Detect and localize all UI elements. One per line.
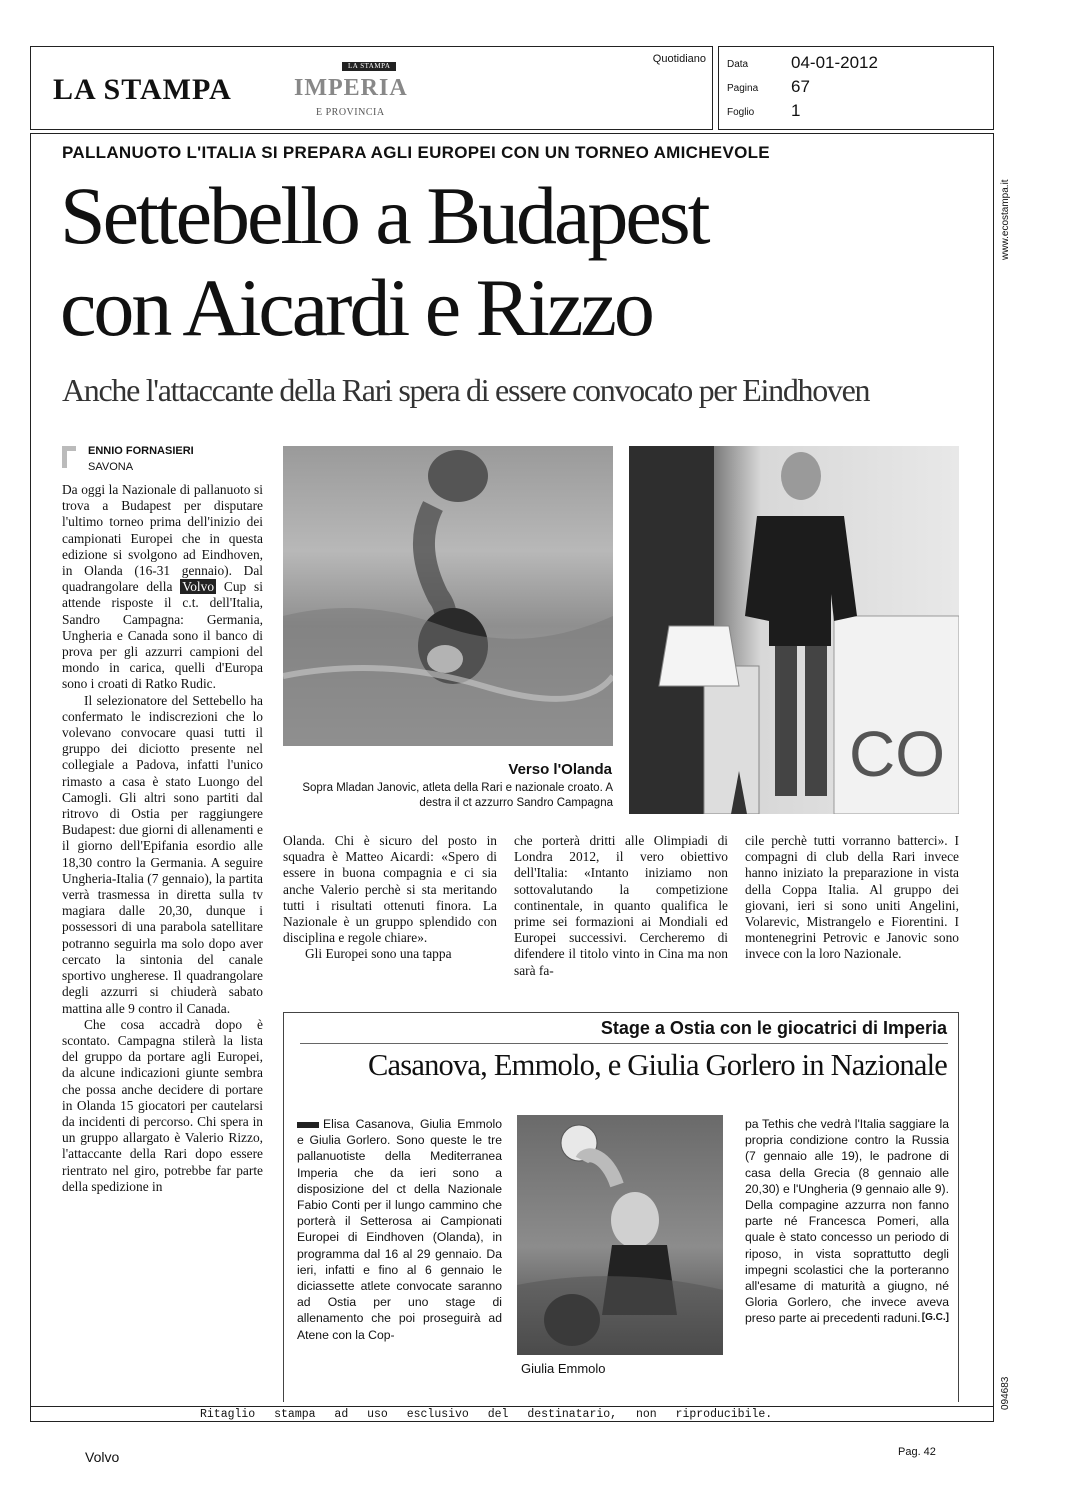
side-code: 094683 xyxy=(1000,1376,1011,1410)
copyright-note: Ritaglio stampa ad uso esclusivo del destinatario, non riproducibile. xyxy=(30,1406,994,1422)
meta-label: Pagina xyxy=(727,83,759,94)
article-subhead: Anche l'attaccante della Rari spera di essere convocato per Eindhoven xyxy=(62,372,870,408)
paragraph: Il selezionatore del Settebello ha confermato le indiscrezioni che lo volevano convocare quasi tutti il gruppo dei diciotto presente nel collegiale a Padova, infatti l'unico rimasto a casa è stato Luongo del Camogli. Gli altri sono partiti dal ritrovo di Ostia per raggiungere Budapest: due giorni di allenamenti e il giorno dell'Epifania esordio alle 18,30 contro la Germania. A seguire Ungheria-Italia (7 gennaio), la partita verrà trasmessa in diretta sulla tv magiara dalle 20,30, dunque i possessori di una parabola satellitare potranno seguirla ma solo dopo aver cercato la sintonia del canale sportivo ungherese. Il quadrangolare degli azzurri si chiuderà sabato mattina alle 9 contro il Canada. xyxy=(62,692,263,1016)
photo-campagna xyxy=(629,446,959,814)
waterpolo-player-illustration xyxy=(283,446,613,746)
byline-mark-icon xyxy=(62,446,76,468)
photo-janovic xyxy=(283,446,613,746)
headline-line-2: con Aicardi e Rizzo xyxy=(60,262,652,353)
photo-emmolo xyxy=(517,1115,723,1355)
meta-value: 04-01-2012 xyxy=(791,53,878,72)
inset-divider xyxy=(300,1043,948,1044)
edition-mini-logo: LA STAMPA xyxy=(342,62,396,71)
article-column-3 xyxy=(514,833,728,979)
photo-caption-text: Sopra Mladan Janovic, atleta della Rari e nazionale croato. A destra il ct azzurro Sandro Campagna xyxy=(302,782,613,809)
meta-label: Foglio xyxy=(727,107,755,118)
inset-column-2 xyxy=(745,1116,949,1327)
meta-box xyxy=(718,46,994,130)
paragraph-text: Da oggi la Nazionale di pallanuoto si trova a Budapest per disputare l'ultimo torneo prima dell'inizio dei campionati Europei che in questa edizione si svolgono ad Eindhoven, in Olanda (16-31 gennaio). Dal quadrangolare della xyxy=(62,482,263,595)
paragraph: cile perchè tutti vorranno batterci». I compagni di club della Rari invece hanno iniziato la preparazione in vista della Coppa Italia. Al gruppo dei giovani, ieri si sono uniti Angelini, Volarevic, Mistrangelo e Fiorentini. I montenegrini Petrovic e Janovic sono invece con la loro Nazionale. xyxy=(745,833,959,962)
article-kicker: PALLANUOTO L'ITALIA SI PREPARA AGLI EUROPEI CON UN TORNEO AMICHEVOLE xyxy=(62,143,770,162)
footer-brand: Volvo xyxy=(85,1449,120,1465)
paragraph: Olanda. Chi è sicuro del posto in squadra è Matteo Aicardi: «Spero di essere in buona compagnia e ci sia anche Valerio perchè si sta meritando tutti i risultati ottenuti finora. La Nazionale è un gruppo splendido con disciplina e regole chiare». xyxy=(283,833,497,946)
meta-label: Data xyxy=(727,59,749,70)
inset-photo-caption: Giulia Emmolo xyxy=(521,1361,606,1376)
lead-square-icon xyxy=(297,1122,319,1128)
paragraph-text: Cup si attende risposte il c.t. dell'Italia, Sandro Campagna: Germania, Ungheria e Canada sono il banco di prova per gli azzurri campioni del mondo in carica, quelli d'Europa sono i croati di Ratko Rudic. xyxy=(62,579,263,692)
article-column-4 xyxy=(745,833,959,963)
paragraph: Gli Europei sono una tappa xyxy=(305,946,452,962)
paragraph xyxy=(62,482,263,693)
masthead-box xyxy=(30,46,713,130)
publication-type: Quotidiano xyxy=(652,53,706,65)
edition-name: IMPERIA xyxy=(294,75,408,101)
inset-column-1 xyxy=(297,1116,502,1343)
paragraph: Che cosa accadrà dopo è scontato. Campagna stilerà la lista del gruppo da portare agli Europei, da alcune indicazioni giunte sembra che possa anche decidere di portare in Olanda 15 giocatori per cautelarsi da incidenti di percorso. Chi spera in un gruppo allargato è Valerio Rizzo, l'attaccante della Rari dopo essere rientrato nel giro, potrebbe far parte della spedizione in xyxy=(62,1016,263,1194)
inset-headline: Casanova, Emmolo, e Giulia Gorlero in Nazionale xyxy=(368,1048,947,1082)
paragraph: che porterà dritti alle Olimpiadi di Londra 2012, il vero obiettivo dell'Italia: «Intanto iniziamo non sottovalutando la competizione continentale, in quanto qualifica le prime sei formazioni ai Mondiali ed Europei successivi. Cercheremo di difendere il titolo vinto in Cina ma non sarà fa- xyxy=(514,833,728,978)
coach-illustration xyxy=(629,446,959,814)
article-headline xyxy=(60,170,960,354)
article-column-2 xyxy=(283,833,497,963)
article-column-1 xyxy=(62,482,263,1195)
headline-line-1: Settebello a Budapest xyxy=(60,170,708,261)
byline-city: SAVONA xyxy=(88,461,134,473)
meta-value: 1 xyxy=(791,101,801,120)
paragraph-text: pa Tethis che vedrà l'Italia saggiare la propria condizione contro la Russia (7 gennaio alle 19), le padrone di casa della Grecia (8 gennaio alle 20,30) e l'Ungheria (9 gennaio alle 9). Della compagine azzurra non fanno parte né Francesca Pomeri, alla quale è stato concesso un periodo di riposo, in vista soprattutto degli impegni scolastici che la porteranno all'esame di maturità a giugno, né Gloria Gorlero, che invece aveva preso parte ai precedenti raduni. xyxy=(745,1117,949,1326)
female-player-illustration xyxy=(517,1115,723,1355)
inset-signature: [G.C.] xyxy=(921,1312,949,1324)
paragraph-text: Elisa Casanova, Giulia Emmolo e Giulia Gorlero. Sono queste le tre pallanuotiste della Mediterranea Imperia che da ieri sono a disposizione del ct della Nazionale Fabio Conti per il lungo cammino che porterà il Setterosa ai Campionati Europei di Eindhoven (Olanda), in programma dal 16 al 29 gennaio. Da ieri, infatti e fino al 6 gennaio le diciassette atlete convocate saranno ad Ostia per uno stage di allenamento che poi proseguirà ad Atene con la Cop- xyxy=(297,1117,502,1342)
photo-caption-title: Verso l'Olanda xyxy=(508,761,612,778)
brand-highlight: Volvo xyxy=(182,579,215,595)
newspaper-logo: LA STAMPA xyxy=(53,73,232,106)
page-number: Pag. 42 xyxy=(898,1446,936,1458)
meta-value: 67 xyxy=(791,77,810,96)
svg-text:CO: CO xyxy=(849,718,945,790)
edition-subtitle: E PROVINCIA xyxy=(316,107,385,118)
inset-kicker: Stage a Ostia con le giocatrici di Imperia xyxy=(600,1018,947,1038)
byline-author: ENNIO FORNASIERI xyxy=(88,445,194,457)
side-url: www.ecostampa.it xyxy=(1000,179,1011,260)
